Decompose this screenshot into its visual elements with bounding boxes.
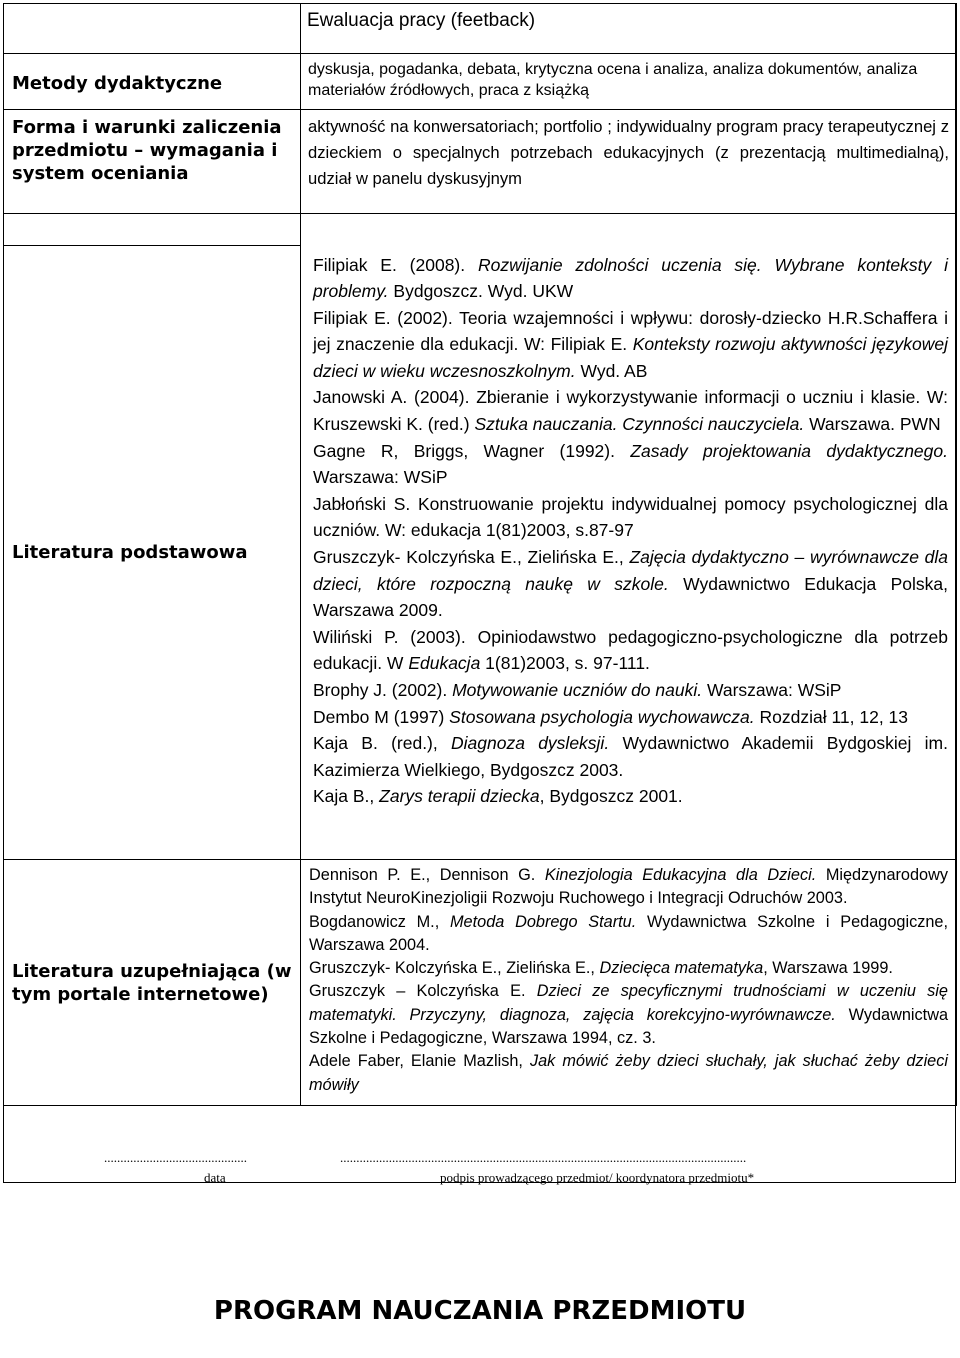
entry-text: Wydawnictwa Szkolne i Pedagogiczne, Warszawa 2004.: [309, 912, 948, 954]
supplementary-literature-list: [301, 860, 957, 1106]
supplementary-literature-row: [4, 860, 957, 1106]
entry-text: Bogdanowicz M.,: [309, 912, 450, 931]
syllabus-table: [3, 3, 957, 1106]
bibliography-entry: [309, 957, 948, 980]
entry-text: Wydawnictwo Akademii Bydgoskiej im. Kazimierza Wielkiego, Bydgoszcz 2003.: [313, 733, 948, 780]
methods-label: Metody dydaktyczne: [4, 54, 301, 110]
entry-text: Kaja B. (red.),: [313, 733, 451, 754]
entry-title: Sztuka nauczania. Czynności nauczyciela.: [474, 414, 805, 435]
entry-text: Gagne R, Briggs, Wagner (1992).: [313, 440, 631, 461]
entry-title: Zajęcia dydaktyczno – wyrównawcze dla dzieci, które rozpoczną naukę w szkole.: [313, 547, 948, 594]
entry-text: Gruszczyk- Kolczyńska E., Zielińska E.,: [309, 959, 600, 978]
bibliography-entry: [309, 864, 948, 911]
signature-dots: .............................................................................................................................: [340, 1150, 747, 1165]
entry-text: Gruszczyk- Kolczyńska E., Zielińska E.,: [313, 547, 630, 568]
header-empty-cell: [4, 4, 301, 54]
bibliography-entry: [313, 677, 948, 704]
header-row: [4, 4, 957, 54]
bibliography-entry: [313, 624, 948, 677]
basic-literature-row: [4, 246, 957, 860]
entry-text: Wiliński P. (2003). Opiniodawstwo pedagogiczno-psychologiczne dla potrzeb edukacji. W: [313, 626, 948, 674]
supplementary-literature-label: Literatura uzupełniająca (w tym portale internetowe): [4, 860, 301, 1106]
entry-text: Warszawa. PWN: [804, 414, 941, 435]
bibliography-entry: [309, 911, 948, 958]
entry-text: Brophy J. (2002).: [313, 680, 453, 700]
signature-label: podpis prowadzącego przedmiot/ koordynatora przedmiotu*: [440, 1170, 755, 1185]
entry-text: Bydgoszcz. Wyd. UKW: [388, 281, 574, 302]
entry-title: Konteksty rozwoju aktywności językowej dzieci w wieku wczesnoszkolnym.: [313, 334, 948, 381]
entry-text: Filipiak E. (2008).: [313, 254, 478, 275]
evaluation-title: Ewaluacja pracy (feetback): [301, 4, 957, 54]
entry-text: Wyd. AB: [575, 360, 648, 381]
entry-text: Kaja B.,: [313, 786, 380, 807]
date-dots: ............................................: [104, 1150, 247, 1165]
bibliography-entry: [313, 384, 948, 437]
bibliography-entry: [313, 730, 948, 783]
bibliography-entry: [313, 438, 948, 491]
assessment-label: Forma i warunki zaliczenia przedmiotu – wymagania i system oceniania: [4, 110, 301, 214]
methods-row: [4, 54, 957, 110]
coordinator-signature-block: [340, 1150, 880, 1186]
entry-title: Zarys terapii dziecka: [379, 786, 540, 807]
bibliography-entry: [313, 491, 948, 544]
entry-title: Metoda Dobrego Startu.: [450, 912, 637, 931]
methods-value: dyskusja, pogadanka, debata, krytyczna ocena i analiza, analiza dokumentów, analiza materiałów źródłowych, praca z książką: [301, 54, 957, 110]
entry-text: Gruszczyk – Kolczyńska E.: [309, 982, 537, 1001]
entry-title: Dziecięca matematyka: [599, 959, 764, 978]
bibliography-entry: [309, 980, 948, 1050]
basic-literature-list: [301, 246, 957, 860]
entry-text: Janowski A. (2004). Zbieranie i wykorzystywanie informacji o uczniu i klasie. W: Kruszewski K. (red.): [313, 387, 948, 435]
entry-title: Diagnoza dysleksji.: [451, 733, 610, 754]
basic-literature-label: Literatura podstawowa: [4, 246, 301, 860]
entry-title: Motywowanie uczniów do nauki.: [452, 680, 703, 700]
date-signature-block: [104, 1150, 324, 1186]
bibliography-entry: [313, 252, 948, 305]
entry-title: Zasady projektowania dydaktycznego.: [630, 440, 948, 461]
program-title: PROGRAM NAUCZANIA PRZEDMIOTU: [213, 1296, 747, 1326]
entry-text: Dembo M (1997): [313, 706, 450, 727]
entry-title: Stosowana psychologia wychowawcza.: [449, 706, 755, 727]
entry-text: Wydawnictwo Edukacja Polska, Warszawa 2009.: [313, 573, 948, 621]
entry-text: Jabłoński S. Konstruowanie projektu indywidualnej pomocy psychologicznej dla uczniów. W: edukacja 1(81)2003, s.87-97: [313, 493, 948, 541]
entry-text: Wydawnictwa Szkolne i Pedagogiczne, Warszawa 1994, cz. 3.: [309, 1005, 949, 1048]
entry-title: Edukacja: [408, 653, 481, 674]
entry-text: , Warszawa 1999.: [763, 959, 893, 978]
entry-text: Rozdział 11, 12, 13: [754, 706, 909, 727]
spacer-row: [4, 214, 957, 246]
entry-text: Międzynarodowy Instytut NeuroKinezjoligii Rozwoju Ruchowego i Integracji Odruchów 2003.: [309, 866, 948, 908]
assessment-row: [4, 110, 957, 214]
entry-title: Kinezjologia Edukacyjna dla Dzieci.: [544, 866, 817, 884]
bibliography-entry: [313, 704, 948, 731]
bibliography-entry: [313, 783, 948, 810]
entry-text: Dennison P. E., Dennison G.: [309, 866, 545, 884]
entry-text: Warszawa: WSiP: [702, 680, 842, 700]
bibliography-entry: [313, 305, 948, 385]
entry-title: Dzieci ze specyficznymi trudnościami w uczeniu się matematyki. Przyczyny, diagnoza, zajęcia korekcyjno-wyrównawcze.: [309, 982, 948, 1024]
entry-text: Adele Faber, Elanie Mazlish,: [309, 1052, 530, 1071]
entry-text: , Bydgoszcz 2001.: [539, 786, 683, 807]
entry-text: Warszawa: WSiP: [313, 467, 448, 488]
entry-text: Filipiak E. (2002). Teoria wzajemności i wpływu: dorosły-dziecko H.R.Schaffera i jej znaczenie dla edukacji. W: Filipiak E.: [313, 307, 948, 355]
entry-text: 1(81)2003, s. 97-111.: [480, 653, 650, 674]
entry-title: Rozwijanie zdolności uczenia się. Wybrane konteksty i problemy.: [313, 254, 948, 302]
entry-title: Jak mówić żeby dzieci słuchały, jak słuchać żeby dzieci mówiły: [309, 1052, 948, 1094]
date-label: data: [204, 1170, 226, 1185]
bibliography-entry: [309, 1050, 948, 1097]
assessment-value: aktywność na konwersatoriach; portfolio ; indywidualny program pracy terapeutycznej z dzieckiem o specjalnych potrzebach edukacyjnych (z prezentacją multimedialną), udział w panelu dyskusyjnym: [301, 110, 957, 214]
bibliography-entry: [313, 544, 948, 624]
